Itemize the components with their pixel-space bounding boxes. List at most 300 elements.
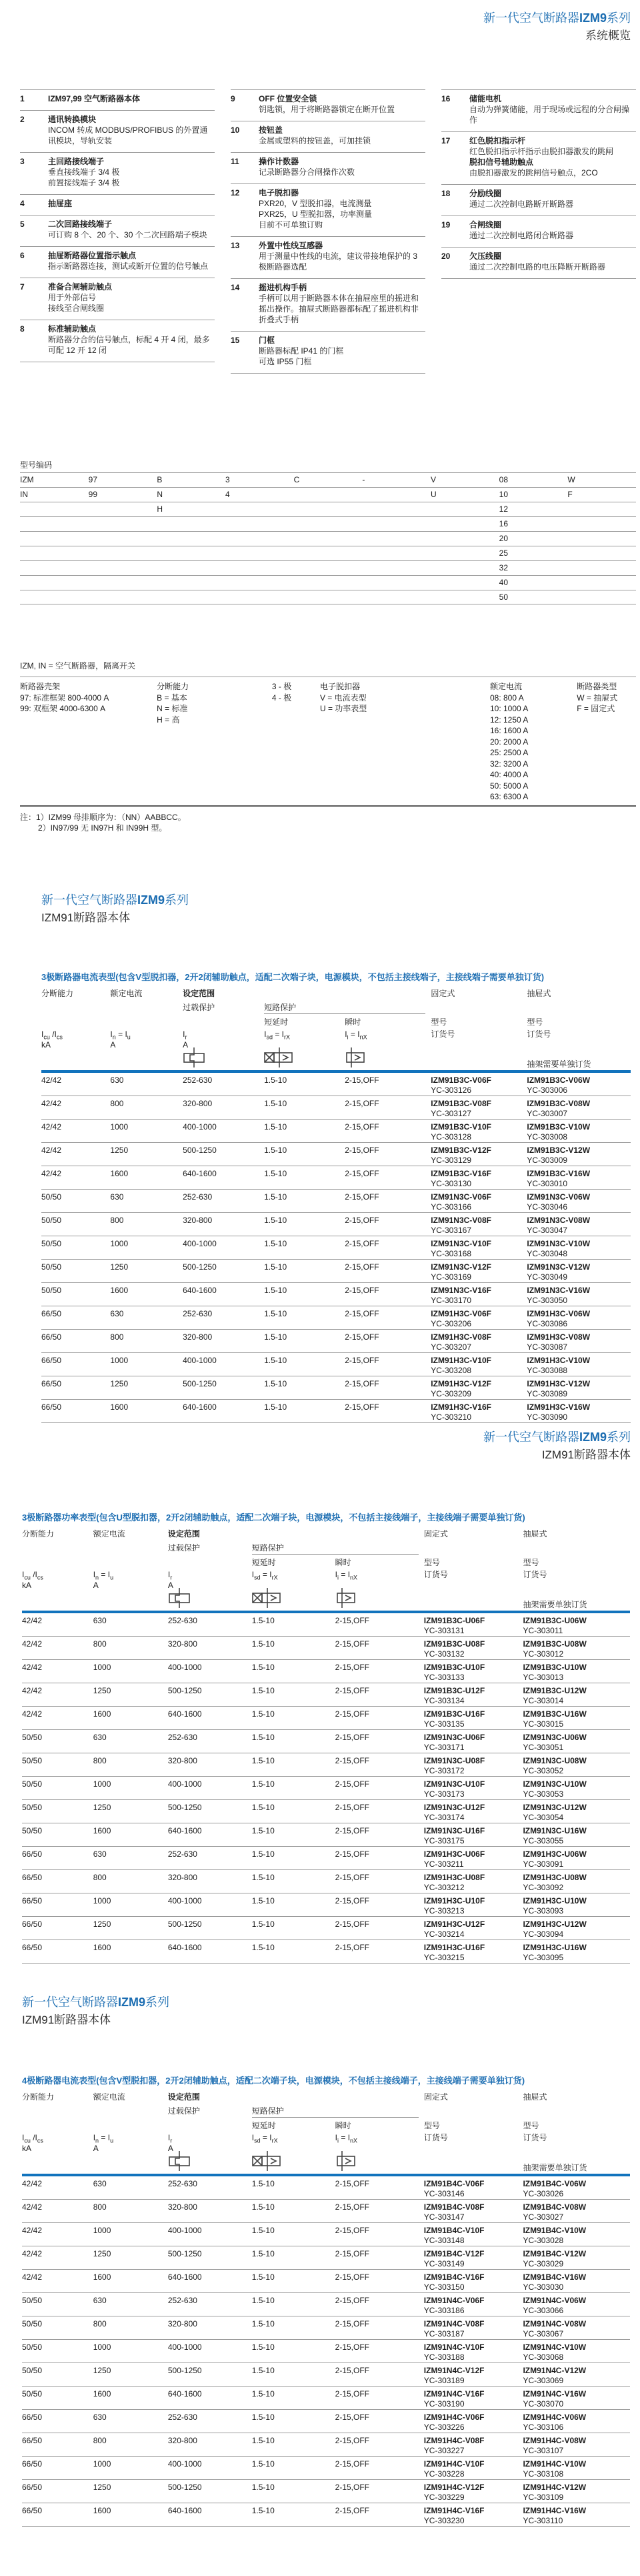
page-title [483,1430,631,1462]
model-code-cell: 12 [499,504,509,514]
instantaneous-icon [335,2151,357,2173]
short-delay-cell: 1.5-10 [251,1709,275,1719]
breaker-table-3pole-power [22,1512,630,1964]
column-header: kA [22,1581,32,1590]
model-code-cell [294,490,363,502]
instantaneous-icon [335,1588,357,1610]
series-title-pre: 新一代空气断路器 [22,1996,118,2009]
item-title: 欠压线圈 [469,252,502,261]
table-row [22,2246,630,2270]
table-row [41,1213,631,1236]
table-row [22,1847,630,1870]
breaking-capacity-cell: 50/50 [22,1779,43,1789]
order-number: YC-303167 [431,1226,471,1235]
drawout-type-cell [527,1379,631,1399]
item-description: 钥匙锁，用于将断路器锁定在断开位置 [259,105,395,114]
model-code-cell [20,563,89,575]
model-number: IZM91H4C-V16W [523,2506,587,2515]
column-header: kA [22,2144,32,2153]
breaking-capacity-cell: 42/42 [41,1099,62,1108]
model-number: IZM91B3C-U10W [523,1663,587,1672]
model-number: IZM91H3C-V12W [527,1379,591,1388]
fixed-type-cell [424,1733,523,1753]
order-number: YC-303012 [523,1649,564,1659]
model-code-row [20,546,636,560]
column-header: 瞬时 [335,2121,351,2130]
legend-line: B = 基本 [157,693,187,703]
order-number: YC-303094 [523,1929,564,1939]
page-title [22,1995,169,2027]
model-code-cell [20,534,89,546]
drawout-type-cell [523,1873,630,1893]
legend-header: 分断能力 [157,682,189,691]
legend-header: 电子脱扣器 [319,682,360,691]
legend-end-divider [20,805,636,807]
rated-current-cell: 800 [93,1756,107,1765]
breaking-capacity-cell: 66/50 [22,1943,43,1952]
legend-line: U = 功率表型 [319,704,367,713]
column-header: 订货号 [423,1570,448,1579]
item-description: 用于测量中性线的电流，建议带接地保护的 3 极断路器选配 [259,252,418,272]
item-title: 标准辅助触点 [48,324,97,334]
drawout-type-cell [523,1709,630,1729]
model-number: IZM91B3C-V06W [527,1076,591,1085]
column-header: 短路保护 [251,1543,284,1553]
table-header [41,989,631,1070]
model-code-cell [567,563,636,575]
short-delay-cell: 1.5-10 [251,2389,275,2399]
item-number: 1 [20,94,25,103]
item-number: 7 [20,282,25,292]
breaking-capacity-cell: 42/42 [22,1639,43,1649]
order-number: YC-303047 [527,1226,568,1235]
order-number: YC-303212 [423,1883,465,1892]
order-number: YC-303207 [431,1342,471,1352]
table-row [41,1096,631,1120]
table-row [22,2410,630,2433]
instantaneous-cell: 2-15,OFF [335,1943,370,1952]
item-description: 用于外部信号 [48,293,97,302]
column-header: 短路保护 [251,2106,284,2116]
legend-header: 额定电流 [489,682,522,691]
model-number: IZM91N3C-U10F [423,1779,485,1789]
instantaneous-cell: 2-15,OFF [345,1146,379,1155]
breaking-capacity-cell: 42/42 [22,2272,43,2282]
series-title-post: 系列 [607,1430,631,1444]
breaking-capacity-cell: 50/50 [22,1756,43,1765]
column-header: 订货号 [431,1029,455,1039]
fixed-type-cell [431,1099,527,1119]
model-code-cell [362,534,431,546]
column-header: $I_r$ [167,1570,173,1581]
model-code-cell [89,504,157,516]
order-number: YC-303027 [523,2212,564,2222]
overload-range-cell: 640-1600 [167,1943,202,1952]
item-content [259,93,425,115]
short-delay-cell: 1.5-10 [264,1216,287,1225]
short-delay-cell: 1.5-10 [251,1826,275,1835]
item-content [259,125,425,146]
model-code-cell [225,504,294,516]
table-intro: 3极断路器电流表型(包含V型脱扣器，2开2闭辅助触点，适配二次端子块，电源模块，不包括主接线端子，主接线端子需要单独订货) [41,972,545,982]
item-number: 11 [231,157,239,166]
model-code-cell: IN [20,490,28,499]
overload-range-cell: 320-800 [183,1216,213,1225]
fixed-type-cell [424,2389,523,2409]
item-description: PXR25，U 型脱扣器，功率测量 [259,209,373,219]
item-number: 14 [231,283,240,292]
model-number: IZM91N3C-V06F [431,1192,491,1202]
model-code-row [20,575,636,590]
order-number: YC-303086 [527,1319,568,1328]
rated-current-cell: 1000 [110,1239,129,1248]
list-item [441,247,636,279]
order-number: YC-303150 [423,2282,465,2292]
model-code-row [20,560,636,575]
model-number: IZM91H3C-V16W [527,1402,591,1412]
list-item [441,131,636,184]
drawout-type-cell [523,1803,630,1823]
item-number: 15 [231,336,240,345]
short-delay-cell: 1.5-10 [251,2413,275,2422]
model-number: IZM91N3C-V10F [431,1239,491,1248]
column-header: 固定式 [423,1529,448,1539]
item-content [469,93,636,125]
fixed-type-cell [424,2459,523,2479]
model-number: IZM91B3C-V10F [431,1122,491,1132]
model-code-cell [157,519,225,531]
overload-range-cell: 320-800 [167,2202,197,2212]
page-subtitle: IZM91断路器本体 [41,911,131,924]
series-title-pre: 新一代空气断路器 [483,1430,579,1444]
fixed-type-cell [424,2506,523,2526]
breaking-capacity-cell: 66/50 [22,2483,43,2492]
model-code-cell: 4 [225,490,230,499]
overload-range-cell: 252-630 [183,1192,213,1202]
overload-range-cell: 320-800 [167,1639,197,1649]
breaking-capacity-cell: 66/50 [22,1896,43,1905]
column-header: 过载保护 [167,2106,200,2116]
item-description: 自动为弹簧储能，用于现场或远程的分合闸操作 [469,105,630,125]
order-number: YC-303066 [523,2306,564,2315]
model-number: IZM91N4C-V10W [523,2342,587,2352]
drawout-type-cell [523,2436,630,2456]
overload-range-cell: 640-1600 [167,2272,202,2282]
column-header: 瞬时 [335,1558,351,1567]
short-delay-cell: 1.5-10 [251,1873,275,1882]
short-circuit-underline [252,1554,419,1555]
drawout-type-cell [527,1146,631,1166]
column-header: 设定范围 [167,1529,200,1539]
model-code-row [20,590,636,604]
rated-current-cell: 630 [110,1076,124,1085]
model-number: IZM91H4C-V08F [423,2436,485,2445]
overload-range-cell: 320-800 [183,1099,213,1108]
short-delay-cell: 1.5-10 [251,2342,275,2352]
order-number: YC-303230 [423,2516,465,2525]
rated-current-cell: 800 [93,1873,107,1882]
order-number: YC-303054 [523,1813,564,1822]
series-title-bold: IZM9 [137,893,165,907]
overload-range-cell: 252-630 [183,1309,213,1318]
legend-column [577,681,636,803]
item-number: 10 [231,125,240,135]
order-number: YC-303014 [523,1696,564,1705]
model-code-cell [89,592,157,604]
short-delay-cell: 1.5-10 [251,1639,275,1649]
model-number: IZM91N3C-V16W [527,1286,591,1295]
model-code-cell [89,534,157,546]
series-title-pre: 新一代空气断路器 [483,11,579,25]
item-title: IZM97,99 空气断路器本体 [48,94,141,103]
breaking-capacity-cell: 50/50 [22,2319,43,2328]
model-number: IZM91H4C-V12W [523,2483,587,2492]
fixed-type-cell [424,2179,523,2199]
model-number: IZM91N3C-U10W [523,1779,587,1789]
table-row [41,1166,631,1190]
drawout-type-cell [527,1262,631,1282]
item-content [48,93,215,104]
model-code-cell [567,519,636,531]
short-delay-cell: 1.5-10 [251,2483,275,2492]
rated-current-cell: 1600 [93,1826,111,1835]
rated-current-cell: 1600 [110,1169,129,1178]
breaking-capacity-cell: 50/50 [41,1192,62,1202]
drawout-type-cell [523,2319,630,2339]
model-code-cell [225,592,294,604]
model-number: IZM91B4C-V10W [523,2226,587,2235]
model-code-cell [431,548,499,560]
drawout-type-cell [523,2226,630,2246]
instantaneous-icon [345,1047,366,1069]
fixed-type-cell [424,2366,523,2386]
instantaneous-cell: 2-15,OFF [335,2319,370,2328]
breaking-capacity-cell: 42/42 [41,1076,62,1085]
model-number: IZM91H4C-V06W [523,2413,587,2422]
breaking-capacity-cell: 50/50 [22,1733,43,1742]
instantaneous-cell: 2-15,OFF [335,1756,370,1765]
short-delay-cell: 1.5-10 [251,2202,275,2212]
order-number: YC-303091 [523,1859,564,1869]
short-delay-cell: 1.5-10 [251,1919,275,1929]
short-delay-cell: 1.5-10 [264,1286,287,1295]
order-number: YC-303187 [423,2329,465,2338]
table-row [22,1823,630,1847]
breaking-capacity-cell: 66/50 [41,1356,62,1365]
drawout-type-cell [523,1616,630,1636]
drawout-type-cell [527,1076,631,1096]
column-header: A [183,1040,189,1049]
drawout-type-cell [523,2389,630,2409]
model-code-cell: 25 [499,548,509,558]
series-title-post: 系列 [165,893,189,907]
order-number: YC-303135 [423,1719,465,1729]
item-title: 操作计数器 [259,157,299,166]
model-number: IZM91H4C-V12F [423,2483,485,2492]
order-number: YC-303050 [527,1296,568,1305]
item-number: 8 [20,324,25,334]
column-header: 抽架需要单独订货 [523,2163,587,2172]
item-content [259,156,425,177]
model-number: IZM91B4C-V12F [423,2249,485,2258]
order-number: YC-303148 [423,2236,465,2245]
model-code-row [20,502,636,516]
model-number: IZM91H3C-U08W [523,1873,587,1882]
breaking-capacity-cell: 66/50 [22,2436,43,2445]
column-header: A [110,1040,116,1049]
model-number: IZM91B3C-U06F [423,1616,485,1625]
table-row [41,1376,631,1400]
column-header: $I_{sd} = I_{rX}$ [264,1029,291,1041]
rated-current-cell: 630 [93,1616,107,1625]
short-delay-cell: 1.5-10 [264,1076,287,1085]
rated-current-cell: 1000 [93,1896,111,1905]
model-code-cell [89,519,157,531]
page-subtitle: IZM91断路器本体 [22,2014,111,2026]
model-code-cell [20,578,89,590]
rated-current-cell: 1000 [93,1663,111,1672]
legend-column [490,681,577,803]
column-header: $I_{cu}$ $/I_{cs}$ [22,1570,43,1581]
order-number: YC-303175 [423,1836,465,1845]
overload-range-cell: 252-630 [167,1849,197,1859]
drawout-type-cell [523,1943,630,1963]
model-code-cell [567,534,636,546]
item-description: 记录断路器分合闸操作次数 [259,167,355,177]
short-delay-cell: 1.5-10 [251,1803,275,1812]
model-code-row [20,531,636,546]
order-number: YC-303209 [431,1389,471,1398]
short-circuit-underline [252,2117,419,2118]
fixed-type-cell [424,2296,523,2316]
short-delay-cell: 1.5-10 [251,2366,275,2375]
column-header: $I_r$ [167,2133,173,2144]
overload-range-cell: 500-1250 [183,1379,217,1388]
legend-line: 16: 1600 A [489,726,529,735]
column-header: 额定电流 [93,2092,125,2102]
model-code-cell: 10 [499,490,509,499]
short-delay-cell: 1.5-10 [264,1122,287,1132]
footnote-line: 注：1）IZM99 母排顺序为：（NN）AABBCC。 [20,813,186,822]
order-number: YC-303190 [423,2399,465,2409]
model-code-cell: B [157,475,163,484]
footnotes [20,812,186,833]
rated-current-cell: 1250 [93,2483,111,2492]
rated-current-cell: 1250 [93,1686,111,1695]
short-delay-icon [264,1047,295,1069]
list-item [441,184,636,216]
model-code-cell [567,578,636,590]
page-subtitle: IZM91断路器本体 [541,1448,631,1461]
drawout-type-cell [523,1849,630,1869]
model-number: IZM91N4C-V08F [423,2319,485,2328]
column-header: A [93,2144,99,2153]
rated-current-cell: 1250 [93,1803,111,1812]
overload-range-cell: 400-1000 [167,2459,202,2469]
drawout-type-cell [523,2459,630,2479]
drawout-type-cell [527,1356,631,1376]
breaking-capacity-cell: 50/50 [41,1239,62,1248]
breaking-capacity-cell: 50/50 [22,1803,43,1812]
model-number: IZM91H3C-V06F [431,1309,491,1318]
short-delay-cell: 1.5-10 [251,1756,275,1765]
item-content [48,114,215,146]
column-header: 短延时 [251,2121,276,2130]
instantaneous-cell: 2-15,OFF [335,1919,370,1929]
fixed-type-cell [431,1332,527,1352]
model-number: IZM91H3C-U16W [523,1943,587,1952]
table-row [22,2316,630,2340]
breaking-capacity-cell: 50/50 [41,1286,62,1295]
fixed-type-cell [424,1849,523,1869]
model-number: IZM91N3C-U08W [523,1756,587,1765]
overload-range-cell: 320-800 [183,1332,213,1342]
item-description: 通过二次控制电路闭合断路器 [469,231,574,240]
overload-range-cell: 500-1250 [167,1919,202,1929]
column-header: 型号 [431,1017,447,1027]
item-number: 18 [441,189,451,198]
breaking-capacity-cell: 66/50 [41,1379,62,1388]
drawout-type-cell [523,2483,630,2503]
model-number: IZM91B3C-V16W [527,1169,591,1178]
item-title: 摇进机构手柄 [259,283,307,292]
column-header: 抽屉式 [527,989,551,998]
breaking-capacity-cell: 66/50 [22,2413,43,2422]
table-row [22,1613,630,1637]
table-row [41,1120,631,1143]
model-number: IZM91H3C-U06W [523,1849,587,1859]
item-content [48,198,215,209]
model-code-cell [362,504,431,516]
table-row [22,1893,630,1917]
model-code-cell [225,519,294,531]
model-number: IZM91N4C-V16F [423,2389,485,2399]
table-row [22,1940,630,1964]
series-title [483,1430,631,1444]
order-number: YC-303172 [423,1766,465,1775]
model-code-cell: - [362,475,365,484]
short-delay-icon [252,1588,283,1610]
model-number: IZM91B3C-V08W [527,1099,591,1108]
drawout-type-cell [527,1099,631,1119]
model-code-cell: 08 [499,475,509,484]
overload-range-cell: 320-800 [167,2319,197,2328]
drawout-type-cell [523,1756,630,1776]
order-number: YC-303146 [423,2189,465,2198]
overload-protection-icon [168,2151,192,2173]
item-number: 4 [20,199,25,208]
instantaneous-cell: 2-15,OFF [345,1379,379,1388]
breaking-capacity-cell: 42/42 [41,1169,62,1178]
order-number: YC-303095 [523,1953,564,1962]
instantaneous-cell: 2-15,OFF [335,2483,370,2492]
order-number: YC-303170 [431,1296,471,1305]
rated-current-cell: 1250 [93,2249,111,2258]
item-number: 12 [231,188,240,197]
overload-range-cell: 500-1250 [167,2483,202,2492]
item-description: 红色脱扣指示杆指示由脱扣器激发的跳闸 [469,147,614,156]
model-number: IZM91B4C-V06W [523,2179,587,2188]
model-number: IZM91H3C-U12F [423,1919,485,1929]
item-title: 抽屉断路器位置指示触点 [48,251,137,260]
drawout-type-cell [523,1663,630,1683]
table-row [22,2293,630,2316]
model-code-cell [431,519,499,531]
breaking-capacity-cell: 42/42 [22,1663,43,1672]
item-title: 按钮盖 [259,125,283,135]
breaking-capacity-cell: 66/50 [41,1402,62,1412]
short-delay-cell: 1.5-10 [251,1686,275,1695]
